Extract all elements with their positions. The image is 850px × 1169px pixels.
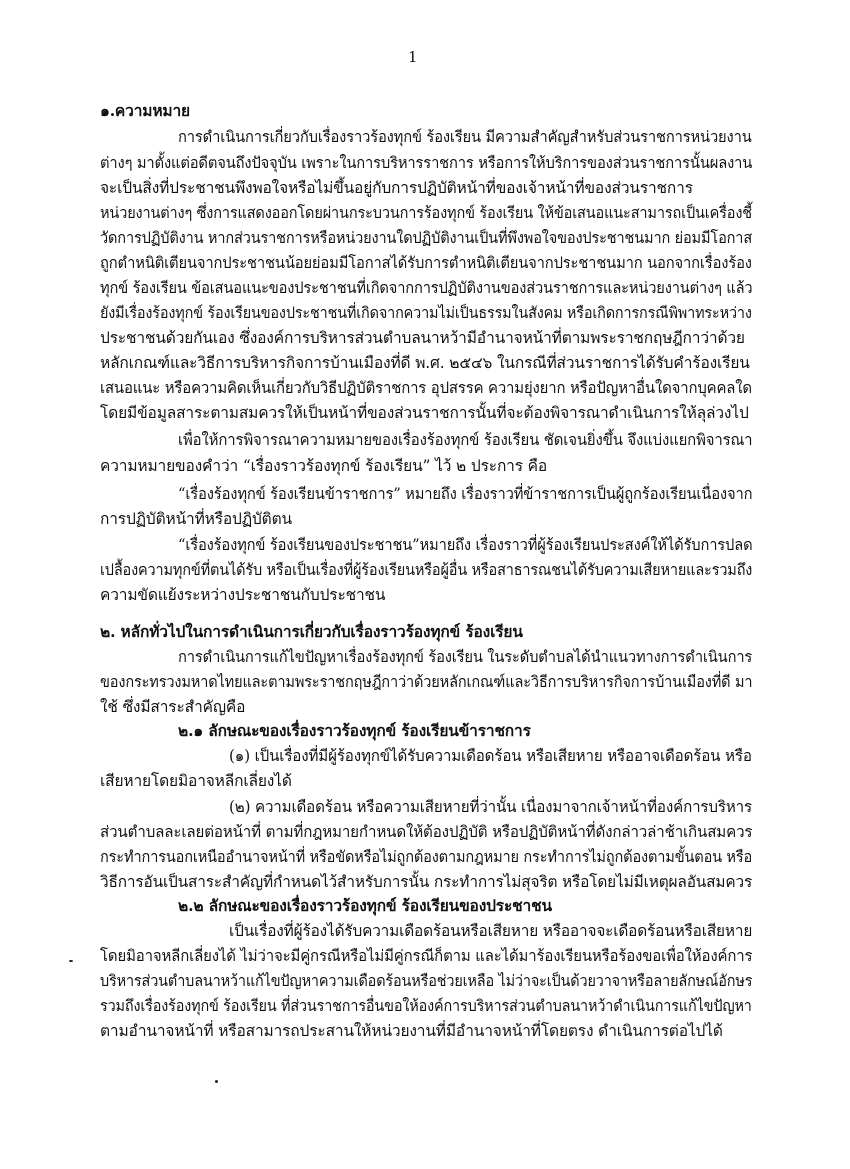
paragraph-line: ตามอำนาจหน้าที่ หรือสามารถประสานให้หน่วยงานที่มีอำนาจหน้าที่โดยตรง ดำเนินการต่อไปได้ <box>100 1022 723 1040</box>
paragraph-line: หลักเกณฑ์และวิธีการบริหารกิจการบ้านเมืองที่ดี พ.ศ. ๒๕๔๖ ในกรณีที่ส่วนราชการได้รับคำร้องเรียน <box>100 354 750 372</box>
paragraph-line: รวมถึงเรื่องร้องทุกข์ ร้องเรียน ที่ส่วนราชการอื่นขอให้องค์การบริหารส่วนตำบลนาหว้าดำเนินการแก้ไขปัญหา <box>100 997 752 1015</box>
paragraph-line: ถูกตำหนิติเตียนจากประชาชนน้อยย่อมมีโอกาสได้รับการตำหนิติเตียนจากประชาชนมาก นอกจากเรื่องร้อง <box>100 254 752 272</box>
paragraph-line: เปลื้องความทุกข์ที่ตนได้รับ หรือเป็นเรื่องที่ผู้ร้องเรียนหรือผู้อื่น หรือสาธารณชนได้รับความเสียหายและรวมถึง <box>100 561 753 579</box>
paragraph-line: ของกระทรวงมหาดไทยและตามพระราชกฤษฎีกาว่าด้วยหลักเกณฑ์และวิธีการบริหารกิจการบ้านเมืองที่ดี มา <box>100 673 753 691</box>
paragraph-line: กระทำการนอกเหนืออำนาจหน้าที่ หรือขัดหรือไม่ถูกต้องตามกฎหมาย กระทำการไม่ถูกต้องตามขั้นตอน หรือ <box>100 848 753 866</box>
subsection-heading: ๒.๒ ลักษณะของเรื่องราวร้องทุกข์ ร้องเรียนของประชาชน <box>178 896 552 915</box>
scan-speck <box>215 1080 218 1083</box>
paragraph-line: เสนอแนะ หรือความคิดเห็นเกี่ยวกับวิธีปฏิบัติราชการ อุปสรรค ความยุ่งยาก หรือปัญหาอื่นใดจากบุคคลใด <box>100 379 752 397</box>
section-heading: ๑.ความหมาย <box>100 101 190 120</box>
paragraph-line: ความขัดแย้งระหว่างประชาชนกับประชาชน <box>100 586 386 604</box>
paragraph-line: ความหมายของคำว่า “เรื่องราวร้องทุกข์ ร้องเรียน” ไว้ ๒ ประการ คือ <box>100 457 548 475</box>
paragraph-line: วิธีการอันเป็นสาระสำคัญที่กำหนดไว้สำหรับการนั้น กระทำการไม่สุจริต หรือโดยไม่มีเหตุผลอันสมควร <box>100 873 753 891</box>
paragraph-line: การดำเนินการแก้ไขปัญหาเรื่องร้องทุกข์ ร้องเรียน ในระดับตำบลได้นำแนวทางการดำเนินการ <box>178 648 753 666</box>
section-heading: ๒. หลักทั่วไปในการดำเนินการเกี่ยวกับเรื่องราวร้องทุกข์ ร้องเรียน <box>100 622 523 641</box>
paragraph-line: ต่างๆ มาตั้งแต่อดีตจนถึงปัจจุบัน เพราะในการบริหารราชการ หรือการให้บริการของส่วนราชการนั้นผลงาน <box>100 154 753 172</box>
subsection-heading: ๒.๑ ลักษณะของเรื่องราวร้องทุกข์ ร้องเรียนข้าราชการ <box>178 721 531 740</box>
paragraph-line: “เรื่องร้องทุกข์ ร้องเรียนข้าราชการ” หมายถึง เรื่องราวที่ข้าราชการเป็นผู้ถูกร้องเรียนเนื่องจาก <box>178 485 753 503</box>
paragraph-line: โดยมีข้อมูลสาระตามสมควรให้เป็นหน้าที่ของส่วนราชการนั้นที่จะต้องพิจารณาดำเนินการให้ลุล่วงไป <box>100 404 749 422</box>
paragraph-line: ส่วนตำบลละเลยต่อหน้าที่ ตามที่กฎหมายกำหนดให้ต้องปฏิบัติ หรือปฏิบัติหน้าที่ดังกล่าวล่าช้าเกินสมควร <box>100 823 753 841</box>
paragraph-line: หน่วยงานต่างๆ ซึ่งการแสดงออกโดยผ่านกระบวนการร้องทุกข์ ร้องเรียน ให้ข้อเสนอแนะสามารถเป็นเครื่องชี้ <box>100 204 753 222</box>
paragraph-line: ใช้ ซึ่งมีสาระสำคัญคือ <box>100 698 246 716</box>
paragraph-line: วัดการปฏิบัติงาน หากส่วนราชการหรือหน่วยงานใดปฏิบัติงานเป็นที่พึงพอใจของประชาชนมาก ย่อมมีโอกาส <box>100 229 753 247</box>
paragraph-line: (๑) เป็นเรื่องที่มีผู้ร้องทุกข์ได้รับความเดือดร้อน หรือเสียหาย หรืออาจเดือดร้อน หรือ <box>229 747 752 765</box>
page-number: 1 <box>408 48 418 66</box>
paragraph-line: เป็นเรื่องที่ผู้ร้องได้รับความเดือดร้อนหรือเสียหาย หรืออาจจะเดือดร้อนหรือเสียหาย <box>229 922 753 940</box>
paragraph-line: “เรื่องร้องทุกข์ ร้องเรียนของประชาชน”หมายถึง เรื่องราวที่ผู้ร้องเรียนประสงค์ให้ได้รับการปลด <box>178 536 753 554</box>
scan-speck <box>69 960 73 962</box>
paragraph-line: การดำเนินการเกี่ยวกับเรื่องราวร้องทุกข์ ร้องเรียน มีความสำคัญสำหรับส่วนราชการหน่วยงาน <box>178 128 752 146</box>
paragraph-line: บริหารส่วนตำบลนาหว้าแก้ไขปัญหาความเดือดร้อนหรือช่วยเหลือ ไม่ว่าจะเป็นด้วยวาจาหรือลายลักษณ์อักษร <box>100 972 753 990</box>
paragraph-line: ประชาชนด้วยกันเอง ซึ่งองค์การบริหารส่วนตำบลนาหว้ามีอำนาจหน้าที่ตามพระราชกฤษฎีกาว่าด้วย <box>100 329 745 347</box>
paragraph-line: (๒) ความเดือดร้อน หรือความเสียหายที่ว่านั้น เนื่องมาจากเจ้าหน้าที่องค์การบริหาร <box>229 798 752 816</box>
paragraph-line: การปฏิบัติหน้าที่หรือปฏิบัติตน <box>100 510 292 528</box>
paragraph-line: เสียหายโดยมิอาจหลีกเลี่ยงได้ <box>100 772 292 790</box>
paragraph-line: ทุกข์ ร้องเรียน ข้อเสนอแนะของประชาชนที่เกิดจากการปฏิบัติงานของส่วนราชการและหน่วยงานต่างๆ แล้ว <box>100 279 753 297</box>
paragraph-line: เพื่อให้การพิจารณาความหมายของเรื่องร้องทุกข์ ร้องเรียน ชัดเจนยิ่งขึ้น จึงแบ่งแยกพิจารณา <box>178 431 753 449</box>
paragraph-line: โดยมิอาจหลีกเลี่ยงได้ ไม่ว่าจะมีคู่กรณีหรือไม่มีคู่กรณีก็ตาม และได้มาร้องเรียนหรือร้องขอเพื่อให้องค์การ <box>100 947 753 965</box>
paragraph-line: จะเป็นสิ่งที่ประชาชนพึงพอใจหรือไม่ขึ้นอยู่กับการปฏิบัติหน้าที่ของเจ้าหน้าที่ของส่วนราชการ <box>100 179 693 197</box>
paragraph-line: ยังมีเรื่องร้องทุกข์ ร้องเรียนของประชาชนที่เกิดจากความไม่เป็นธรรมในสังคม หรือเกิดการกรณีพิพาทระหว่าง <box>100 304 752 322</box>
